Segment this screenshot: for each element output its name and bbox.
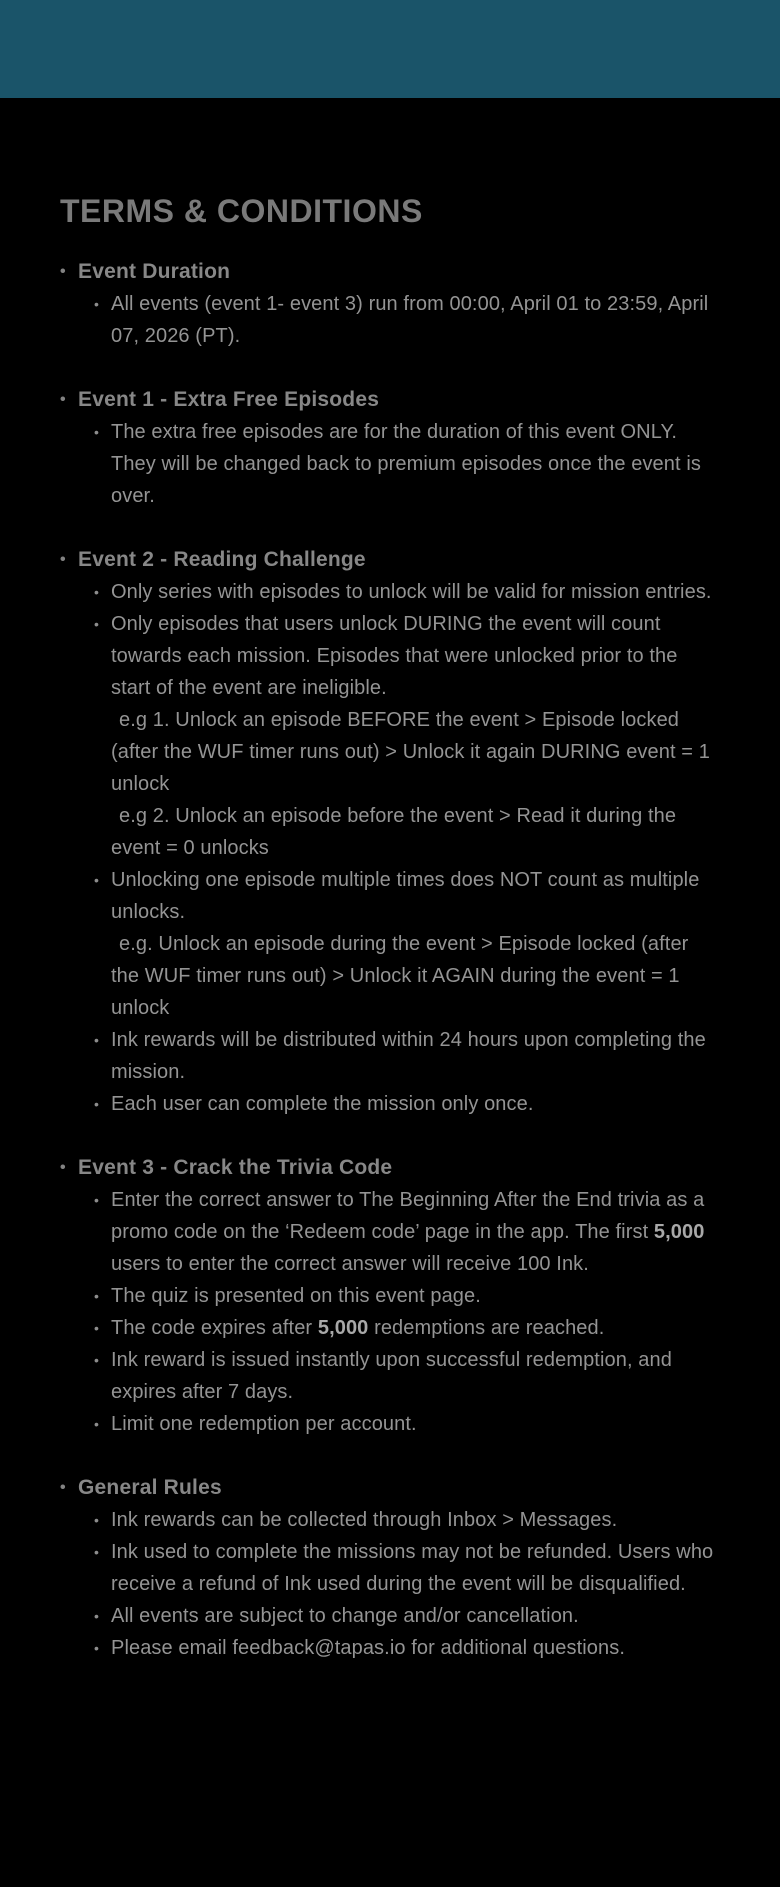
bullet-icon: • (94, 1096, 100, 1112)
item-text (111, 1184, 722, 1280)
item-text (111, 576, 722, 608)
bullet-icon: • (60, 1159, 66, 1176)
bullet-icon: • (94, 1032, 100, 1048)
bullet-icon: • (94, 616, 100, 632)
bullet-item (94, 288, 722, 352)
terms-section (60, 256, 722, 352)
bullet-item (94, 864, 722, 1024)
text-run: Ink used to complete the missions may not be refunded. Users who receive a refund of Ink used during the event will be disqualified. (111, 1541, 714, 1595)
section-heading-label: Event 1 - Extra Free Episodes (78, 388, 380, 411)
section-heading-label: Event 3 - Crack the Trivia Code (78, 1156, 393, 1179)
bullet-item (94, 1280, 722, 1312)
bullet-item (94, 416, 722, 512)
bullet-item (94, 608, 722, 864)
bullet-item (94, 576, 722, 608)
terms-section (60, 384, 722, 512)
text-run: Please email (111, 1637, 233, 1659)
item-text (111, 864, 722, 1024)
bullet-icon: • (60, 391, 66, 408)
text-run: users to enter the correct answer will receive 100 Ink. (111, 1253, 589, 1275)
text-run: The code expires after (111, 1317, 318, 1339)
text-run: All events are subject to change and/or cancellation. (111, 1605, 579, 1627)
section-items (60, 1184, 722, 1440)
section-heading (60, 384, 722, 416)
item-text (111, 1312, 722, 1344)
bullet-item (94, 1632, 722, 1664)
item-text (111, 608, 722, 864)
bullet-icon: • (94, 1512, 100, 1528)
section-items (60, 416, 722, 512)
item-text (111, 1280, 722, 1312)
text-run: All events (event 1- event 3) run from 00:00, April 01 to 23:59, April 07, 2026 (PT). (111, 293, 709, 347)
bullet-icon: • (94, 1192, 100, 1208)
bullet-icon: • (94, 872, 100, 888)
bullet-icon: • (60, 1479, 66, 1496)
page-title: TERMS & CONDITIONS (60, 193, 423, 229)
bullet-icon: • (94, 296, 100, 312)
text-run: Only episodes that users unlock DURING the event will count towards each mission. Episodes that were unlocked prior to the start of the event are ineligible. (111, 613, 678, 699)
bullet-icon: • (94, 1320, 100, 1336)
terms-content (0, 195, 780, 1664)
text-run: 5,000 (653, 1221, 705, 1243)
bullet-item (94, 1184, 722, 1280)
bullet-icon: • (94, 424, 100, 440)
section-heading (60, 1472, 722, 1504)
text-run: The quiz is presented on this event page. (111, 1285, 481, 1307)
bullet-icon: • (94, 1608, 100, 1624)
bullet-item (94, 1344, 722, 1408)
text-run: redemptions are reached. (368, 1317, 605, 1339)
bullet-item (94, 1600, 722, 1632)
bullet-icon: • (94, 1416, 100, 1432)
section-items (60, 576, 722, 1120)
section-heading (60, 544, 722, 576)
bullet-icon: • (94, 1544, 100, 1560)
item-text (111, 1600, 722, 1632)
example-text: e.g 1. Unlock an episode BEFORE the event > Episode locked (after the WUF timer runs out) > Unlock it again DURING event = 1 unlock (111, 709, 710, 795)
bullet-item (94, 1408, 722, 1440)
bullet-item (94, 1088, 722, 1120)
item-text (111, 1504, 722, 1536)
text-run: for additional questions. (405, 1637, 626, 1659)
text-run: The extra free episodes are for the duration of this event ONLY. They will be changed back to premium episodes once the event is over. (111, 421, 701, 507)
section-heading (60, 256, 722, 288)
text-run: Ink reward is issued instantly upon successful redemption, and expires after 7 days. (111, 1349, 672, 1403)
item-text (111, 1632, 722, 1664)
example-text: e.g. Unlock an episode during the event > Episode locked (after the WUF timer runs out) > Unlock it AGAIN during the event = 1 unlock (111, 933, 689, 1019)
section-items (60, 1504, 722, 1664)
text-run: Ink rewards can be collected through Inbox > Messages. (111, 1509, 618, 1531)
section-heading-label: Event 2 - Reading Challenge (78, 548, 366, 571)
text-run: Unlocking one episode multiple times does NOT count as multiple unlocks. (111, 869, 700, 923)
terms-section (60, 544, 722, 1120)
bullet-item (94, 1312, 722, 1344)
section-items (60, 288, 722, 352)
text-run: Limit one redemption per account. (111, 1413, 417, 1435)
text-run: 5,000 (317, 1317, 369, 1339)
item-text (111, 1344, 722, 1408)
item-text (111, 1088, 722, 1120)
text-run: Enter the correct answer to The Beginning After the End trivia as a promo code on the ‘Redeem code’ page in the app. The first (111, 1189, 705, 1243)
text-run: Only series with episodes to unlock will be valid for mission entries. (111, 581, 712, 603)
bullet-item (94, 1536, 722, 1600)
top-banner (0, 0, 780, 98)
section-heading (60, 1152, 722, 1184)
item-text (111, 1024, 722, 1088)
bullet-item (94, 1504, 722, 1536)
item-text (111, 1408, 722, 1440)
sections-list (60, 256, 722, 1664)
section-heading-label: General Rules (78, 1476, 222, 1499)
bullet-icon: • (60, 263, 66, 280)
text-run: Ink rewards will be distributed within 24 hours upon completing the mission. (111, 1029, 706, 1083)
bullet-icon: • (94, 584, 100, 600)
example-text: e.g 2. Unlock an episode before the event > Read it during the event = 0 unlocks (111, 805, 677, 859)
item-text (111, 416, 722, 512)
feedback-email: feedback@tapas.io (232, 1637, 406, 1659)
bullet-icon: • (60, 551, 66, 568)
text-run: Each user can complete the mission only once. (111, 1093, 534, 1115)
terms-section (60, 1152, 722, 1440)
section-heading-label: Event Duration (78, 260, 231, 283)
bullet-item (94, 1024, 722, 1088)
bullet-icon: • (94, 1640, 100, 1656)
item-text (111, 288, 722, 352)
item-text (111, 1536, 722, 1600)
bullet-icon: • (94, 1352, 100, 1368)
terms-section (60, 1472, 722, 1664)
bullet-icon: • (94, 1288, 100, 1304)
